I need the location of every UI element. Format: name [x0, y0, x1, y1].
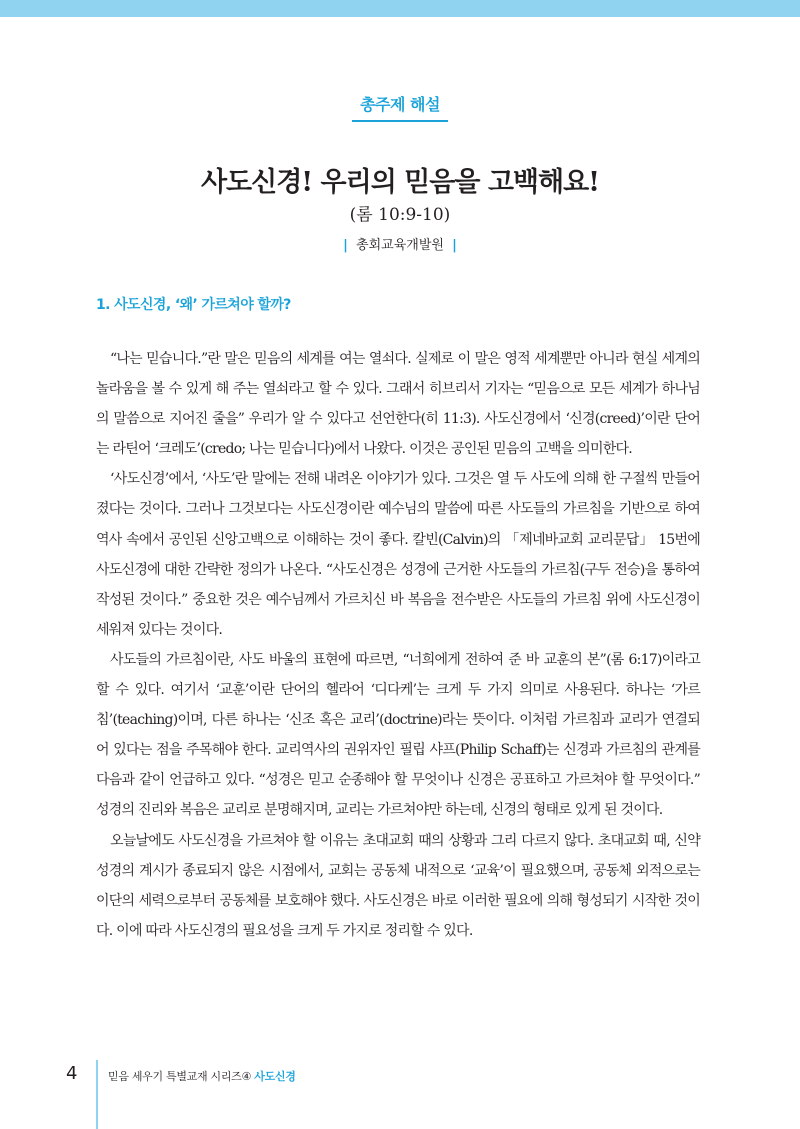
top-color-bar [0, 0, 800, 17]
paragraph: “나는 믿습니다.”란 말은 믿음의 세계를 여는 열쇠다. 실제로 이 말은 영적 세계뿐만 아니라 현실 세계의 놀라움을 볼 수 있게 해 주는 열쇠라고 할 수 있다. 그래서 히브리서 기자는 “믿음으로 모든 세계가 하나님의 말씀으로 지어진 줄을” 우리가 알 수 있다고 선언한다(히 11:3). 사도신경에서 ‘신경(creed)’이란 단어는 라틴어 ‘크레도’(credo; 나는 믿습니다)에서 나왔다. 이것은 공인된 믿음의 고백을 의미한다. [96, 351, 700, 458]
author-bar-left: | [343, 238, 348, 253]
section-label [0, 92, 800, 122]
page-number: 4 [66, 1063, 78, 1084]
footer-series [108, 1068, 296, 1084]
paragraph: 사도들의 가르침이란, 사도 바울의 표현에 따르면, “너희에게 전하여 준 바 교훈의 본”(롬 6:17)이라고 할 수 있다. 여기서 ‘교훈’이란 단어의 헬라어 ‘디다케’는 크게 두 가지 의미로 사용된다. 하나는 ‘가르침’(teaching)이며, 다른 하나는 ‘신조 혹은 교리’(doctrine)라는 뜻이다. 이처럼 가르침과 교리가 연결되어 있다는 점을 주목해야 한다. 교리역사의 권위자인 필립 샤프(Philip Schaff)는 신경과 가르침의 관계를 다음과 같이 언급하고 있다. “성경은 믿고 순종해야 할 무엇이나 신경은 공표하고 가르쳐야 할 무엇이다.” 성경의 진리와 복음은 교리로 분명해지며, 교리는 가르쳐야만 하는데, 신경의 형태로 있게 된 것이다. [96, 651, 700, 819]
author-line [0, 234, 800, 253]
paragraph: ‘사도신경’에서, ‘사도’란 말에는 전해 내려온 이야기가 있다. 그것은 열 두 사도에 의해 한 구절씩 만들어졌다는 것이다. 그러나 그것보다는 사도신경이란 예수님의 말씀에 따른 사도들의 가르침을 기반으로 하여 역사 속에서 공인된 신앙고백으로 이해하는 것이 좋다. 칼빈(Calvin)의 「제네바교회 교리문답」 15번에 사도신경에 대한 간략한 정의가 나온다. “사도신경은 성경에 근거한 사도들의 가르침(구두 전승)을 통하여 작성된 것이다.” 중요한 것은 예수님께서 가르치신 바 복음을 전수받은 사도들의 가르침 위에 사도신경이 세워져 있다는 것이다. [96, 471, 700, 638]
body-text [96, 344, 700, 946]
footer-topic: 사도신경 [254, 1070, 296, 1083]
section-heading: 1. 사도신경, ‘왜’ 가르쳐야 할까? [96, 297, 291, 313]
author-bar-right: | [452, 238, 457, 253]
footer-divider [96, 1060, 98, 1129]
author-name: 총회교육개발원 [356, 238, 444, 253]
footer-series-title: 믿음 세우기 특별교재 시리즈④ [108, 1070, 252, 1083]
section-label-text: 총주제 해설 [352, 92, 448, 122]
scripture-reference: (롬 10:9-10) [349, 205, 451, 225]
page-title: 사도신경! 우리의 믿음을 고백해요! [200, 167, 600, 198]
paragraph: 오늘날에도 사도신경을 가르쳐야 할 이유는 초대교회 때의 상황과 그리 다르지 않다. 초대교회 때, 신약성경의 계시가 종료되지 않은 시점에서, 교회는 공동체 내적으로 ‘교육’이 필요했으며, 공동체 외적으로는 이단의 세력으로부터 공동체를 보호해야 했다. 사도신경은 바로 이러한 필요에 의해 형성되기 시작한 것이다. 이에 따라 사도신경의 필요성을 크게 두 가지로 정리할 수 있다. [96, 832, 700, 939]
